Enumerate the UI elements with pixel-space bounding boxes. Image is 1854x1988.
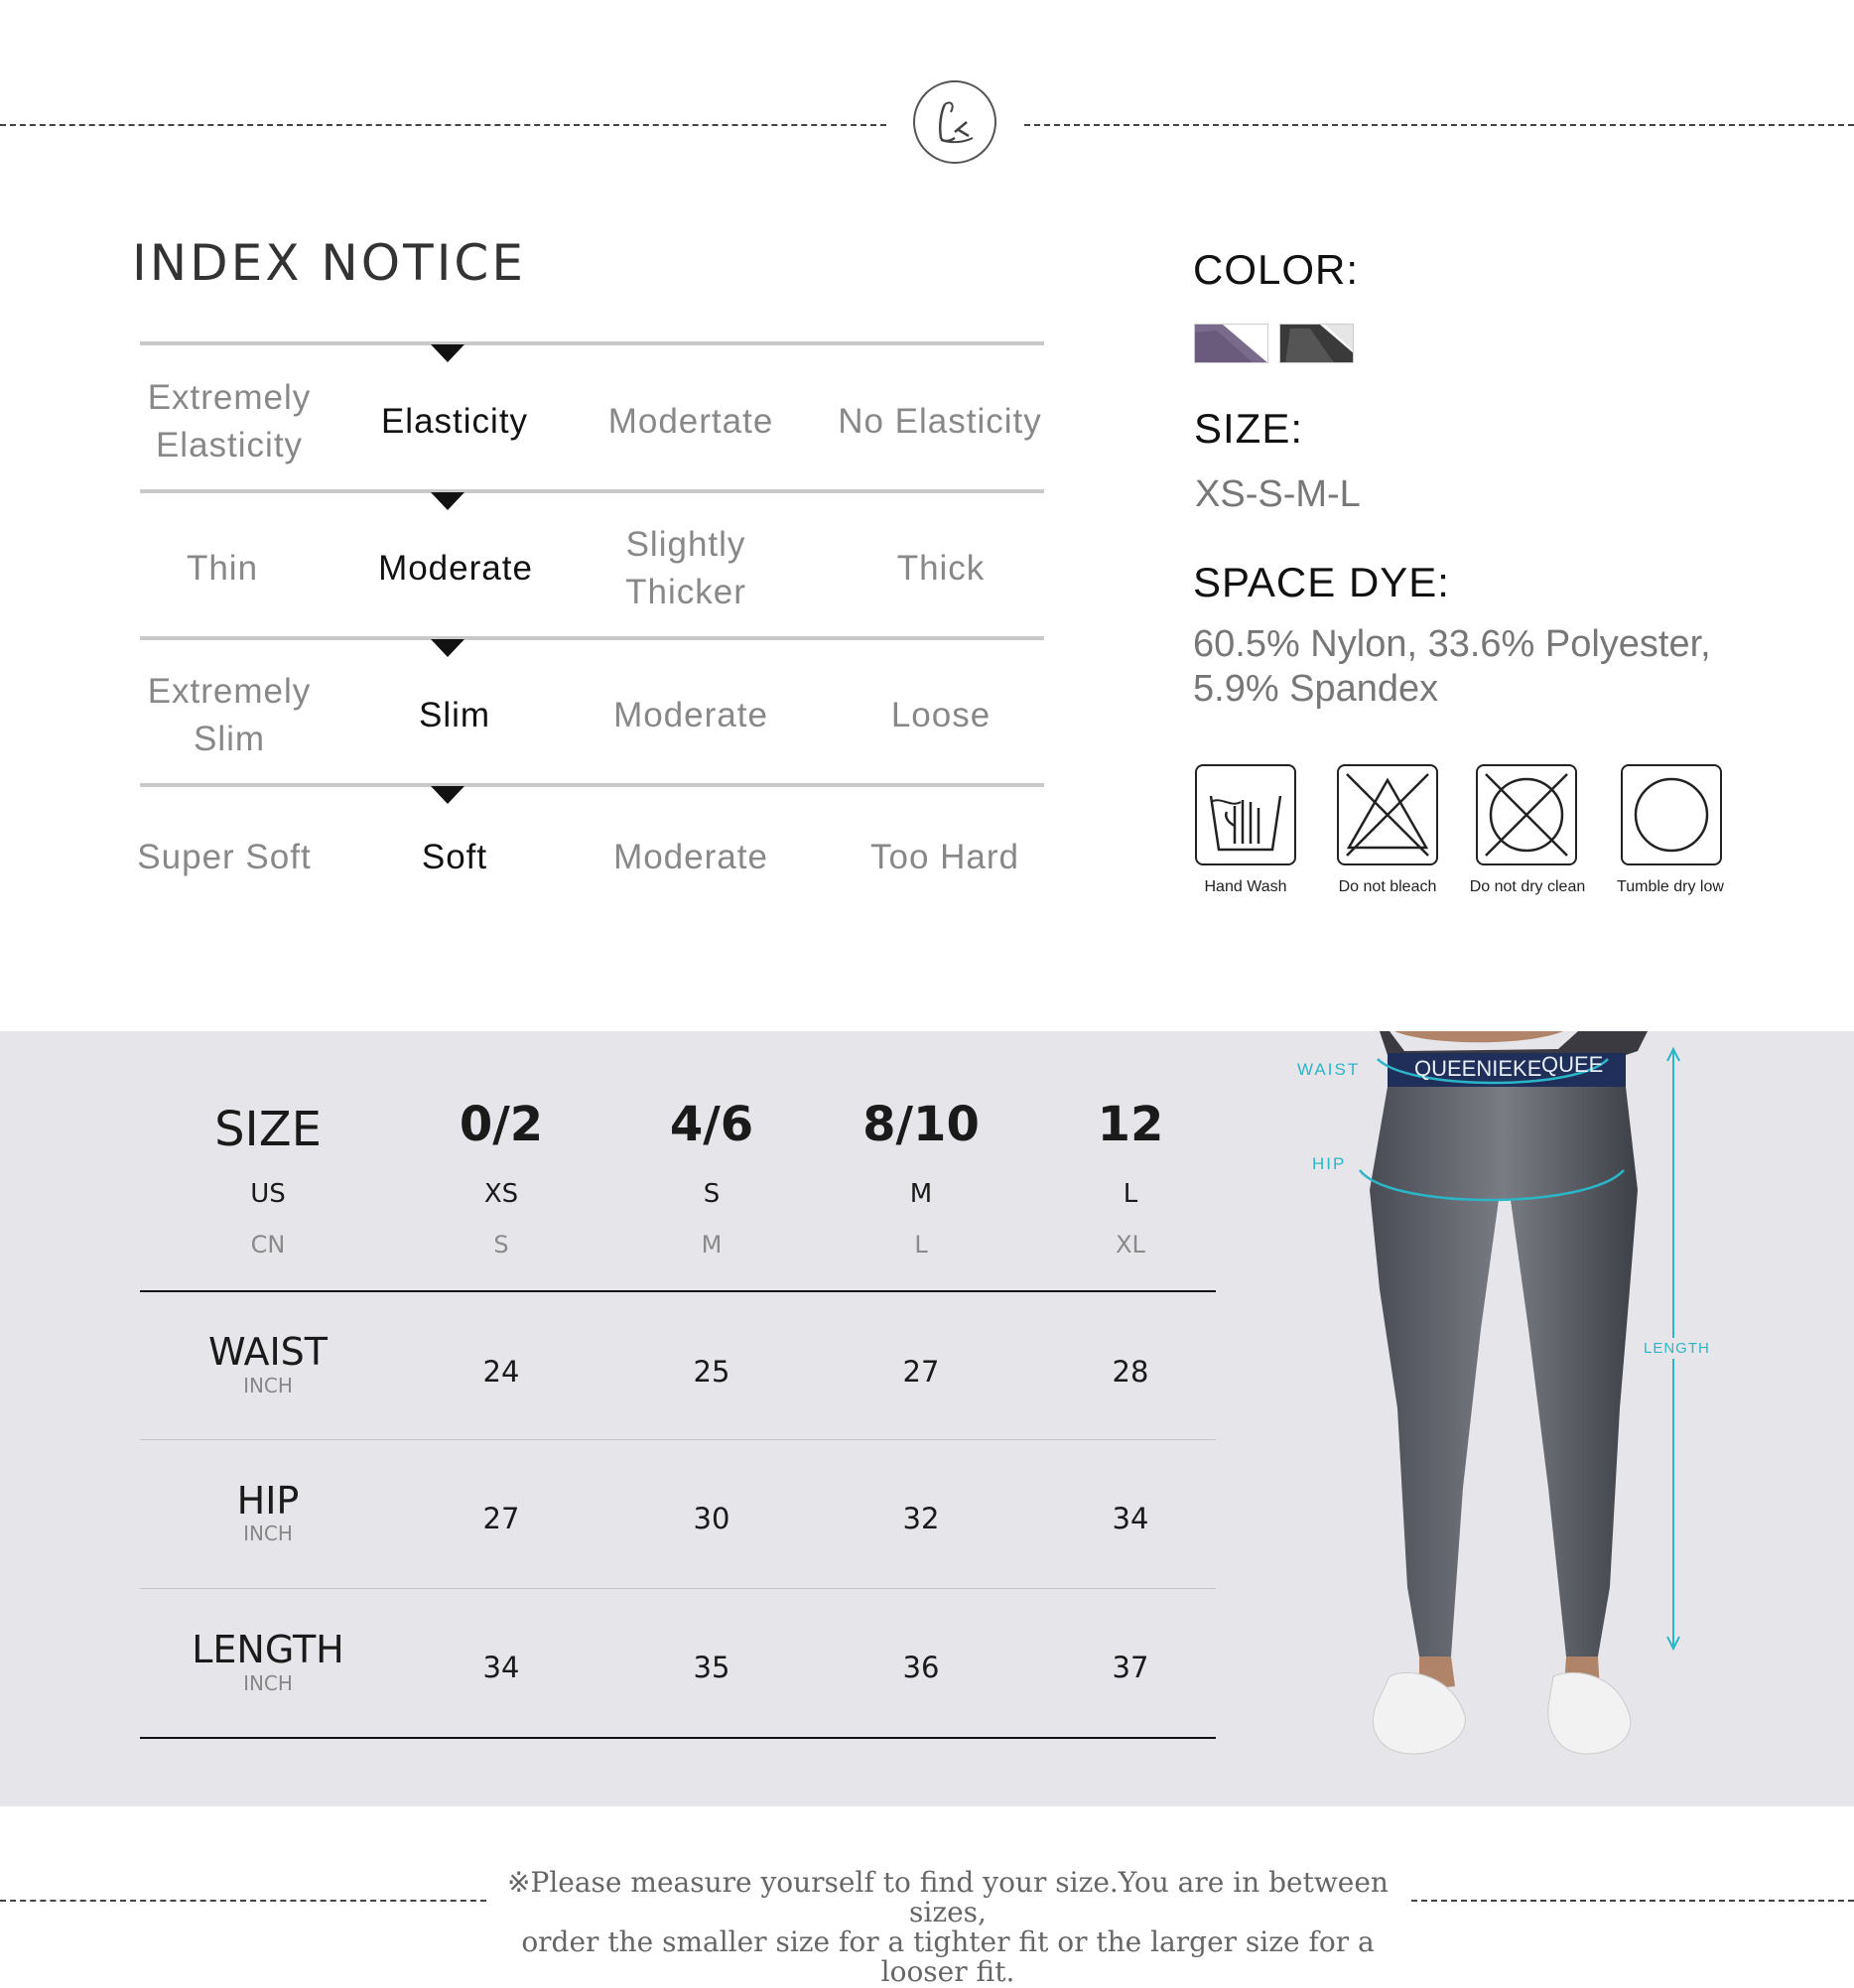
size-column-header: 12 — [1097, 1097, 1164, 1152]
color-swatch-black[interactable] — [1279, 324, 1354, 363]
bottom-divider-right — [1411, 1900, 1854, 1902]
index-option: Super Soft — [137, 838, 312, 876]
index-option: Slightly Thicker — [625, 525, 746, 611]
bottom-divider-left — [0, 1900, 486, 1902]
size-column-header: 0/2 — [459, 1097, 544, 1152]
row-unit: INCH — [243, 1374, 293, 1397]
length-measure-label: LENGTH — [1644, 1340, 1710, 1357]
table-bottom-rule — [140, 1737, 1216, 1739]
material-label: SPACE DYE: — [1193, 559, 1450, 605]
row-label-length: LENGTH — [192, 1628, 344, 1671]
size-column-cn: M — [701, 1231, 723, 1259]
hand-wash-icon — [1195, 764, 1296, 865]
table-cell: 25 — [693, 1355, 730, 1389]
top-divider-right — [1024, 124, 1854, 126]
care-label-do-not-bleach: Do not bleach — [1338, 878, 1437, 895]
note-line-1: ※Please measure yourself to find your size.You are in between sizes, — [507, 1866, 1389, 1928]
index-rule — [140, 636, 1044, 640]
index-option: Thick — [896, 549, 986, 588]
index-option: Thin — [186, 549, 259, 588]
table-cell: 32 — [902, 1502, 940, 1535]
size-column-header: 4/6 — [669, 1097, 754, 1152]
hip-measure-label: HIP — [1312, 1154, 1347, 1173]
table-row-divider — [140, 1588, 1216, 1589]
row-unit: INCH — [243, 1671, 293, 1695]
size-column-cn: L — [914, 1231, 928, 1259]
index-rule — [140, 489, 1044, 493]
selection-marker-icon — [431, 344, 464, 362]
color-swatch-purple[interactable] — [1194, 324, 1268, 363]
tumble-dry-low-icon — [1621, 764, 1722, 865]
size-column-cn: XL — [1116, 1231, 1145, 1259]
index-option-selected: Soft — [421, 838, 488, 876]
table-cell: 34 — [482, 1651, 520, 1684]
table-cell: 27 — [902, 1355, 940, 1389]
table-cell: 30 — [693, 1502, 730, 1535]
care-label-tumble-dry-low: Tumble dry low — [1617, 878, 1724, 895]
size-header-title: SIZE — [214, 1102, 322, 1157]
size-column-us: S — [703, 1179, 721, 1209]
index-option: Extremely Elasticity — [147, 378, 312, 464]
care-label-hand-wash: Hand Wash — [1204, 878, 1287, 895]
index-option: Loose — [890, 696, 992, 734]
table-row-divider — [140, 1439, 1216, 1440]
index-option: Too Hard — [869, 838, 1020, 876]
do-not-bleach-icon — [1337, 764, 1438, 865]
table-cell: 28 — [1112, 1355, 1149, 1389]
index-option: Extremely Slim — [147, 672, 312, 758]
index-rule — [140, 783, 1044, 787]
note-line-2: order the smaller size for a tighter fit or the larger size for a looser fit. — [521, 1925, 1375, 1988]
model-leggings-image — [1231, 1031, 1787, 1806]
size-column-us: XS — [483, 1179, 519, 1209]
selection-marker-icon — [431, 639, 464, 657]
size-column-us: M — [909, 1179, 933, 1209]
table-cell: 34 — [1112, 1502, 1149, 1535]
table-header-rule — [140, 1290, 1216, 1292]
index-option-selected: Elasticity — [380, 402, 529, 441]
selection-marker-icon — [431, 786, 464, 804]
table-cell: 36 — [902, 1651, 940, 1684]
material-value-line2: 5.9% Spandex — [1193, 668, 1439, 710]
waistband-brand-text-2: QUEE — [1541, 1052, 1604, 1077]
index-notice-title: INDEX NOTICE — [132, 234, 526, 292]
row-label-waist: WAIST — [207, 1330, 329, 1374]
care-label-do-not-dry-clean: Do not dry clean — [1469, 878, 1586, 895]
waist-measure-label: WAIST — [1297, 1060, 1361, 1079]
waistband-brand-text: QUEENIEKE — [1414, 1056, 1542, 1081]
index-option: Modertate — [607, 402, 774, 441]
index-rule — [140, 341, 1044, 345]
swatch-black-fill — [1280, 325, 1354, 363]
table-cell: 27 — [482, 1502, 520, 1535]
top-divider-left — [0, 124, 886, 126]
size-header-us: US — [250, 1179, 286, 1209]
index-option-selected: Slim — [418, 696, 491, 734]
size-advice-note — [486, 1868, 1409, 1987]
size-column-cn: S — [493, 1231, 509, 1259]
table-cell: 35 — [693, 1651, 730, 1684]
size-header-cn: CN — [250, 1231, 286, 1259]
size-value: XS-S-M-L — [1195, 473, 1361, 515]
do-not-dry-clean-icon — [1476, 764, 1577, 865]
material-value-line1: 60.5% Nylon, 33.6% Polyester, — [1193, 623, 1711, 665]
swatch-purple-fill — [1195, 325, 1268, 363]
table-cell: 37 — [1112, 1651, 1149, 1684]
index-option: Moderate — [613, 696, 768, 734]
index-option: Moderate — [613, 838, 768, 876]
index-option: No Elasticity — [838, 402, 1042, 441]
color-label: COLOR: — [1193, 246, 1360, 293]
row-unit: INCH — [243, 1522, 293, 1545]
size-column-header: 8/10 — [862, 1097, 980, 1152]
size-column-us: L — [1123, 1179, 1138, 1209]
size-label: SIZE: — [1194, 405, 1304, 452]
logo-monogram-icon — [915, 82, 994, 162]
index-option-selected: Moderate — [378, 549, 533, 588]
selection-marker-icon — [431, 492, 464, 510]
brand-logo — [913, 80, 996, 164]
table-cell: 24 — [482, 1355, 520, 1389]
row-label-hip: HIP — [236, 1479, 300, 1523]
